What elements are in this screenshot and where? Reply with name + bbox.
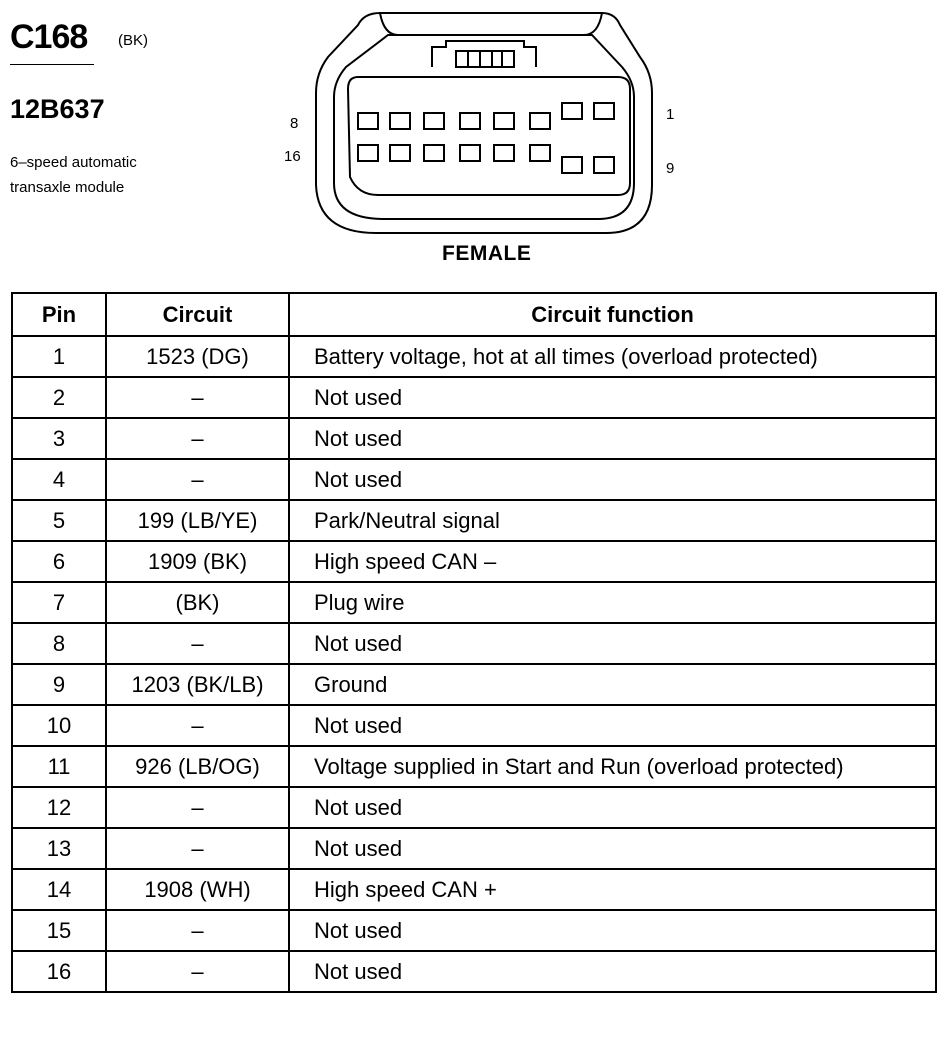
- pin-cavity-9: [594, 157, 614, 173]
- function-cell: Voltage supplied in Start and Run (overload protected): [289, 746, 936, 787]
- connector-inner-cavity: [348, 77, 630, 195]
- pin-cell: 14: [12, 869, 106, 910]
- pin-label-bottom-right: 9: [666, 160, 675, 177]
- table-row: [12, 418, 936, 459]
- pin-cavity-13: [460, 145, 480, 161]
- pinout-table: [11, 292, 937, 993]
- locking-tab-ridges: [468, 51, 502, 67]
- function-cell: Plug wire: [289, 582, 936, 623]
- pin-cavity-16: [358, 145, 378, 161]
- circuit-cell: –: [106, 623, 289, 664]
- circuit-cell: 1909 (BK): [106, 541, 289, 582]
- table-row: [12, 951, 936, 992]
- housing-notch-left: [380, 13, 398, 35]
- part-number: 12B637: [10, 94, 105, 124]
- pin-cavity-14: [424, 145, 444, 161]
- circuit-cell: –: [106, 910, 289, 951]
- pin-cavity-15: [390, 145, 410, 161]
- circuit-cell: (BK): [106, 582, 289, 623]
- circuit-cell: 1908 (WH): [106, 869, 289, 910]
- pin-cell: 5: [12, 500, 106, 541]
- function-cell: Not used: [289, 418, 936, 459]
- connector-id-underline: [10, 64, 94, 65]
- circuit-cell: –: [106, 951, 289, 992]
- pin-cell: 9: [12, 664, 106, 705]
- function-cell: Not used: [289, 377, 936, 418]
- pin-cavity-12: [494, 145, 514, 161]
- function-cell: Not used: [289, 951, 936, 992]
- circuit-cell: 1523 (DG): [106, 336, 289, 377]
- locking-tab-slot: [456, 51, 514, 67]
- table-row: [12, 377, 936, 418]
- pin-cell: 12: [12, 787, 106, 828]
- function-cell: Not used: [289, 705, 936, 746]
- pin-cavity-8: [358, 113, 378, 129]
- function-cell: Not used: [289, 910, 936, 951]
- circuit-cell: 199 (LB/YE): [106, 500, 289, 541]
- table-header-row: [12, 293, 936, 336]
- circuit-cell: –: [106, 377, 289, 418]
- function-cell: Not used: [289, 623, 936, 664]
- function-cell: Ground: [289, 664, 936, 705]
- pin-label-bottom-left: 16: [284, 148, 301, 165]
- pin-cavity-2: [562, 103, 582, 119]
- function-cell: Not used: [289, 459, 936, 500]
- table-row: [12, 336, 936, 377]
- table-row: [12, 787, 936, 828]
- table-row: [12, 500, 936, 541]
- pin-cell: 16: [12, 951, 106, 992]
- function-cell: Battery voltage, hot at all times (overload protected): [289, 336, 936, 377]
- description-line-2: transaxle module: [10, 179, 125, 196]
- pin-cavities-top-row: [358, 103, 614, 129]
- table-row: [12, 746, 936, 787]
- pin-cavity-5: [460, 113, 480, 129]
- connector-description: [10, 150, 210, 200]
- pin-cell: 3: [12, 418, 106, 459]
- function-cell: Not used: [289, 828, 936, 869]
- connector-id: C168: [10, 18, 88, 56]
- table-row: [12, 623, 936, 664]
- pin-cavity-6: [424, 113, 444, 129]
- pin-cell: 1: [12, 336, 106, 377]
- circuit-cell: –: [106, 828, 289, 869]
- table-row: [12, 541, 936, 582]
- pin-cell: 8: [12, 623, 106, 664]
- pin-cell: 4: [12, 459, 106, 500]
- pin-cavity-11: [530, 145, 550, 161]
- pin-cell: 11: [12, 746, 106, 787]
- table-row: [12, 910, 936, 951]
- female-label: FEMALE: [442, 242, 532, 265]
- circuit-cell: –: [106, 459, 289, 500]
- housing-notch-right: [584, 13, 602, 35]
- pin-cell: 13: [12, 828, 106, 869]
- pin-cavity-4: [494, 113, 514, 129]
- connector-face-diagram: [280, 5, 700, 240]
- pin-cell: 6: [12, 541, 106, 582]
- pin-cavity-10: [562, 157, 582, 173]
- table-row: [12, 705, 936, 746]
- pin-cavity-7: [390, 113, 410, 129]
- pin-label-top-right: 1: [666, 106, 675, 123]
- locking-tab: [432, 41, 536, 67]
- header-circuit: Circuit: [106, 293, 289, 336]
- function-cell: Park/Neutral signal: [289, 500, 936, 541]
- function-cell: Not used: [289, 787, 936, 828]
- table-row: [12, 869, 936, 910]
- circuit-cell: –: [106, 418, 289, 459]
- table-row: [12, 459, 936, 500]
- pin-label-top-left: 8: [290, 115, 299, 132]
- circuit-cell: 926 (LB/OG): [106, 746, 289, 787]
- pin-cavity-1: [594, 103, 614, 119]
- pin-cavity-3: [530, 113, 550, 129]
- description-line-1: 6–speed automatic: [10, 154, 137, 171]
- function-cell: High speed CAN +: [289, 869, 936, 910]
- connector-color: (BK): [118, 32, 148, 49]
- table-row: [12, 582, 936, 623]
- circuit-cell: –: [106, 787, 289, 828]
- header-circuit-function: Circuit function: [289, 293, 936, 336]
- pin-cell: 15: [12, 910, 106, 951]
- pin-cell: 2: [12, 377, 106, 418]
- table-row: [12, 828, 936, 869]
- header-pin: Pin: [12, 293, 106, 336]
- circuit-cell: 1203 (BK/LB): [106, 664, 289, 705]
- pin-cell: 7: [12, 582, 106, 623]
- pin-cavities-bottom-row: [358, 145, 614, 173]
- circuit-cell: –: [106, 705, 289, 746]
- pin-cell: 10: [12, 705, 106, 746]
- function-cell: High speed CAN –: [289, 541, 936, 582]
- table-row: [12, 664, 936, 705]
